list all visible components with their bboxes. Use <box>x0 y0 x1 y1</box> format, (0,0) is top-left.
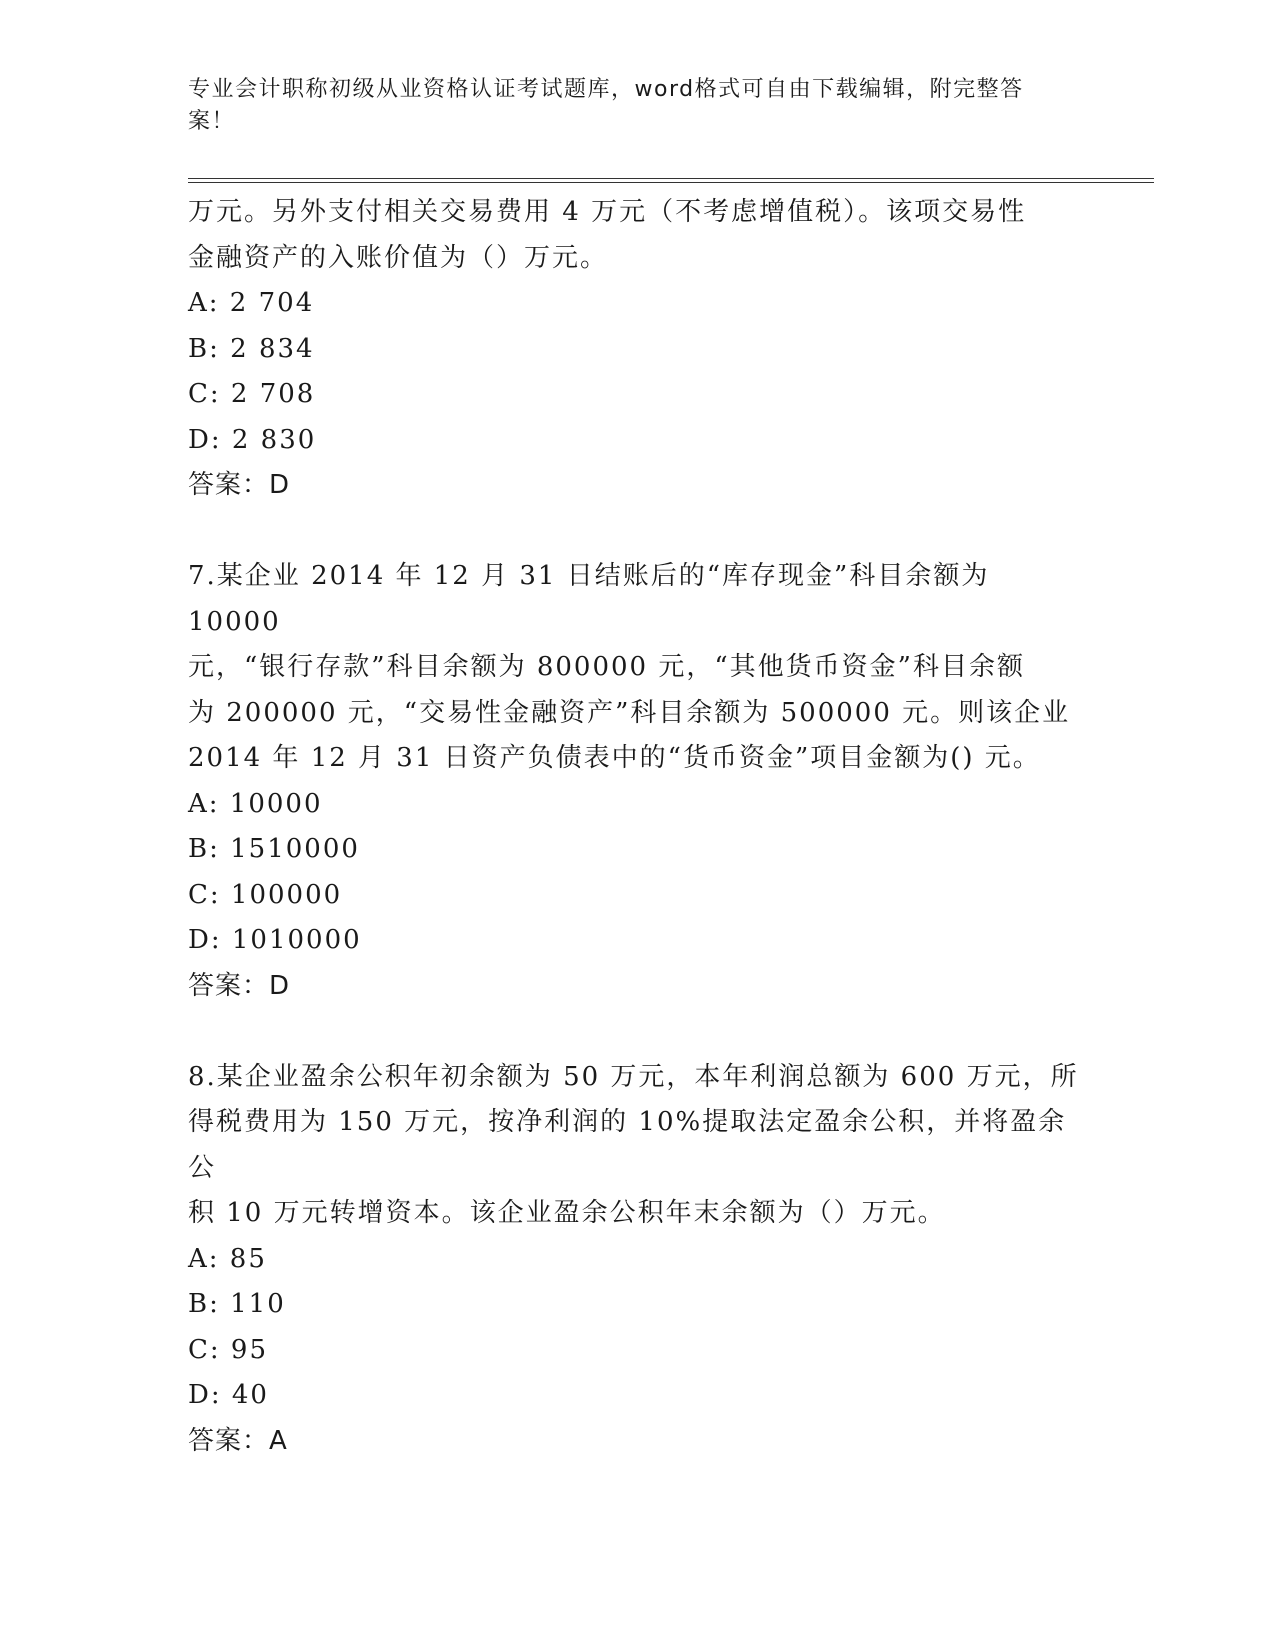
question-spacer <box>188 1009 1088 1055</box>
question-stem-line: 2014 年 12 月 31 日资产负债表中的“货币资金”项目金额为() 元。 <box>188 743 1041 773</box>
question-stem-line: 元，“银行存款”科目余额为 800000 元，“其他货币资金”科目余额 <box>188 652 1025 682</box>
header-divider-secondary <box>188 182 1154 183</box>
question-stem-line: 万元。另外支付相关交易费用 4 万元（不考虑增值税）。该项交易性 <box>188 197 1027 227</box>
option-a: A: 2 704 <box>188 288 315 318</box>
question-stem-line: 得税费用为 150 万元，按净利润的 10%提取法定盈余公积，并将盈余公 <box>188 1107 1067 1183</box>
option-c: C: 2 708 <box>188 379 316 409</box>
option-c: C: 95 <box>188 1334 269 1365</box>
question-stem-line: 为 200000 元，“交易性金融资产”科目余额为 500000 元。则该企业 <box>188 697 1071 728</box>
option-b: B: 1510000 <box>188 834 360 864</box>
question-list <box>188 190 1088 1464</box>
question-stem-line: 7.某企业 2014 年 12 月 31 日结账后的“库存现金”科目余额为 10000 <box>188 561 990 637</box>
answer-line: 答案：D <box>188 470 291 500</box>
option-a: A: 10000 <box>188 788 323 819</box>
option-d: D: 40 <box>188 1380 269 1410</box>
header-divider <box>188 178 1154 179</box>
question-block <box>188 554 1088 1009</box>
option-c: C: 100000 <box>188 879 343 910</box>
document-header: 专业会计职称初级从业资格认证考试题库，word格式可自由下载编辑，附完整答案！ <box>188 77 1024 134</box>
question-spacer <box>188 509 1088 555</box>
option-d: D: 2 830 <box>188 424 317 455</box>
question-block <box>188 1055 1088 1465</box>
question-stem-line: 金融资产的入账价值为（）万元。 <box>188 242 609 273</box>
option-d: D: 1010000 <box>188 925 362 955</box>
answer-line: 答案：D <box>188 970 291 1001</box>
answer-line: 答案：A <box>188 1425 288 1456</box>
question-stem-line: 积 10 万元转增资本。该企业盈余公积年末余额为（）万元。 <box>188 1198 946 1228</box>
question-block <box>188 190 1088 509</box>
option-b: B: 2 834 <box>188 333 315 364</box>
option-b: B: 110 <box>188 1289 286 1319</box>
question-stem-line: 8.某企业盈余公积年初余额为 50 万元，本年利润总额为 600 万元，所 <box>188 1061 1079 1092</box>
option-a: A: 85 <box>188 1243 267 1274</box>
